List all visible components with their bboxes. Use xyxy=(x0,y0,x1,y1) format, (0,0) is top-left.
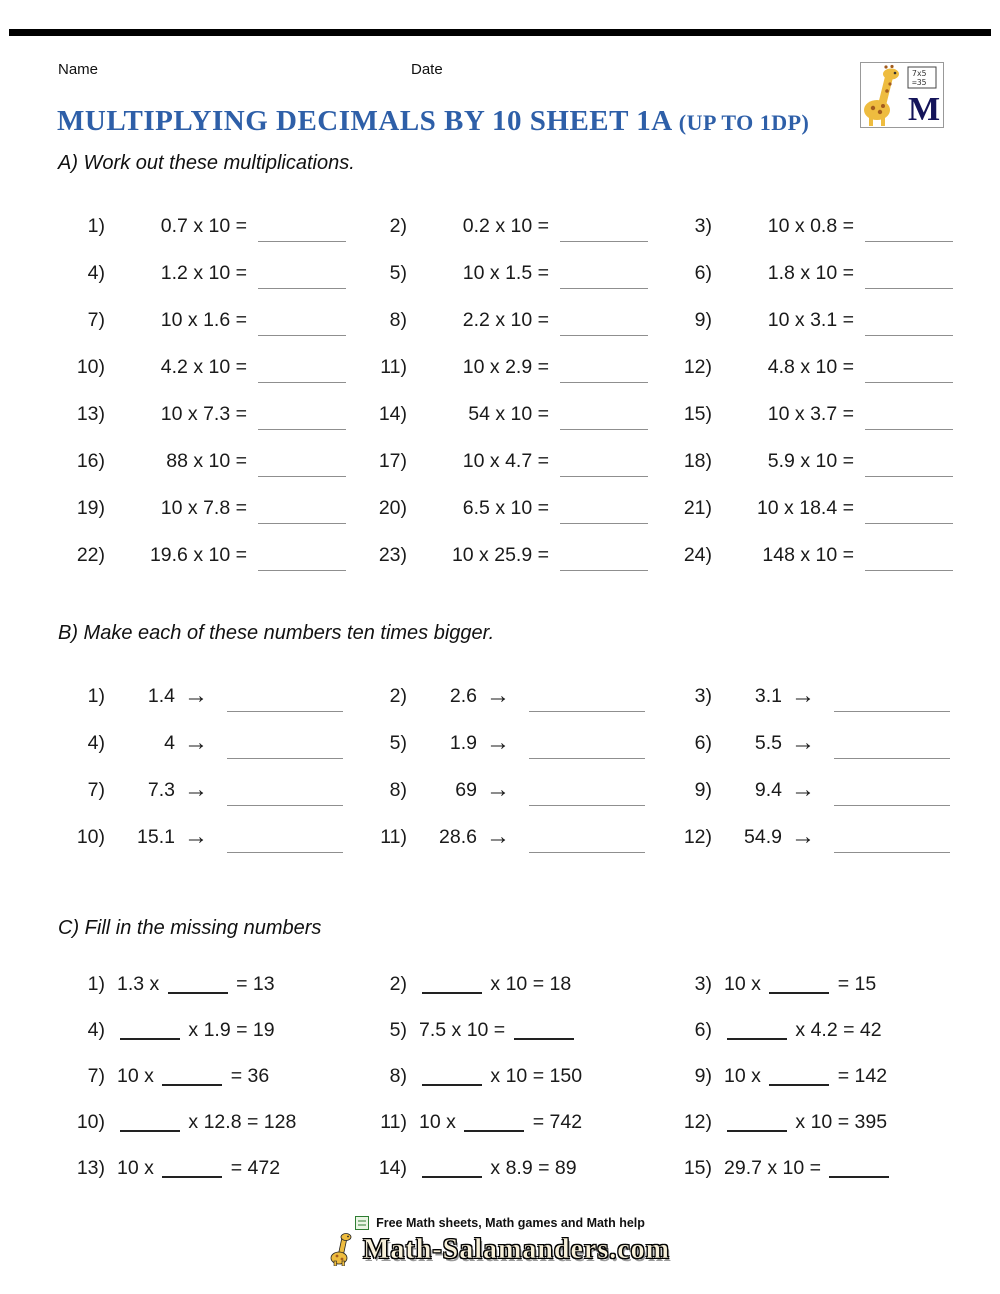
problem-b-5 xyxy=(360,720,665,767)
answer-blank-line xyxy=(834,805,950,806)
problem-number: 9) xyxy=(694,309,712,331)
problem-number: 2) xyxy=(389,685,407,707)
expression-after-blank: = 36 xyxy=(230,1064,270,1087)
problem-number: 13) xyxy=(76,1156,105,1179)
problem-number: 21) xyxy=(683,497,712,519)
problem-expression xyxy=(419,1111,582,1134)
problem-expression xyxy=(117,1111,296,1134)
problem-number: 3) xyxy=(694,685,712,707)
problem-b-10 xyxy=(58,814,360,861)
answer-blank-line xyxy=(560,476,648,477)
problem-expression: 4.2 x 10 = xyxy=(160,356,247,378)
problem-expression: 19.6 x 10 = xyxy=(149,544,247,566)
problem-a-8 xyxy=(360,297,665,344)
problem-value: 3.1 xyxy=(754,685,782,707)
problem-number: 15) xyxy=(683,403,712,425)
missing-number-blank xyxy=(769,1084,829,1086)
section-b-problem-grid xyxy=(58,673,955,861)
problem-number: 15) xyxy=(683,1156,712,1179)
missing-number-blank xyxy=(162,1084,222,1086)
problem-a-20 xyxy=(360,485,665,532)
problem-c-7 xyxy=(58,1053,360,1099)
answer-blank-line xyxy=(227,805,343,806)
footer-site-text: Math-Salamanders.com xyxy=(363,1234,670,1265)
expression-before-blank: 10 x xyxy=(419,1110,456,1133)
problem-expression xyxy=(724,973,876,996)
answer-blank-line xyxy=(529,758,645,759)
answer-blank-line xyxy=(227,711,343,712)
missing-number-blank xyxy=(514,1038,574,1040)
name-label: Name xyxy=(58,61,99,78)
problem-number: 6) xyxy=(694,262,712,284)
problem-value: 69 xyxy=(455,779,477,801)
problem-c-14 xyxy=(360,1145,665,1191)
problem-number: 10) xyxy=(76,826,105,848)
problem-b-6 xyxy=(665,720,955,767)
problem-value: 28.6 xyxy=(439,826,477,848)
worksheet-title-suffix: (UP TO 1DP) xyxy=(678,110,810,135)
problem-number: 5) xyxy=(389,262,407,284)
answer-blank-line xyxy=(865,382,953,383)
problem-value: 4 xyxy=(164,732,175,754)
missing-number-blank xyxy=(162,1176,222,1178)
answer-blank-line xyxy=(560,241,648,242)
missing-number-blank xyxy=(727,1130,787,1132)
answer-blank-line xyxy=(560,523,648,524)
missing-number-blank xyxy=(168,992,228,994)
problem-number: 8) xyxy=(389,779,407,801)
problem-a-2 xyxy=(360,203,665,250)
problem-expression xyxy=(117,973,275,996)
problem-a-23 xyxy=(360,532,665,579)
problem-number: 19) xyxy=(76,497,105,519)
salamanders-logo-icon xyxy=(861,63,943,127)
answer-blank-line xyxy=(258,570,346,571)
problem-b-8 xyxy=(360,767,665,814)
footer-tagline-text: Free Math sheets, Math games and Math help xyxy=(376,1216,645,1230)
problem-expression xyxy=(117,1019,275,1042)
problem-a-18 xyxy=(665,438,955,485)
expression-after-blank: x 10 = 18 xyxy=(490,972,572,995)
problem-number: 9) xyxy=(694,779,712,801)
answer-blank-line xyxy=(560,288,648,289)
missing-number-blank xyxy=(422,1084,482,1086)
missing-number-blank xyxy=(120,1130,180,1132)
expression-after-blank: x 12.8 = 128 xyxy=(188,1110,297,1133)
problem-expression: 10 x 1.5 = xyxy=(462,262,549,284)
problem-b-3 xyxy=(665,673,955,720)
answer-blank-line xyxy=(560,335,648,336)
problem-value: 15.1 xyxy=(137,826,175,848)
expression-before-blank: 29.7 x 10 = xyxy=(724,1156,822,1179)
problem-c-3 xyxy=(665,961,955,1007)
problem-a-4 xyxy=(58,250,360,297)
answer-blank-line xyxy=(834,711,950,712)
answer-blank-line xyxy=(865,476,953,477)
problem-number: 7) xyxy=(87,309,105,331)
expression-after-blank: x 8.9 = 89 xyxy=(490,1156,577,1179)
problem-value: 54.9 xyxy=(744,826,782,848)
expression-after-blank: x 10 = 395 xyxy=(795,1110,888,1133)
problem-value: 1.9 xyxy=(449,732,477,754)
problem-number: 8) xyxy=(389,309,407,331)
problem-number: 7) xyxy=(87,779,105,801)
arrow-right-icon: → xyxy=(184,822,208,850)
problem-c-10 xyxy=(58,1099,360,1145)
problem-a-21 xyxy=(665,485,955,532)
problem-b-12 xyxy=(665,814,955,861)
problem-a-24 xyxy=(665,532,955,579)
answer-blank-line xyxy=(529,852,645,853)
answer-blank-line xyxy=(560,570,648,571)
expression-after-blank: = 142 xyxy=(837,1064,888,1087)
problem-b-4 xyxy=(58,720,360,767)
arrow-right-icon: → xyxy=(791,775,815,803)
problem-c-15 xyxy=(665,1145,955,1191)
problem-a-7 xyxy=(58,297,360,344)
problem-number: 1) xyxy=(87,972,105,995)
problem-expression: 10 x 25.9 = xyxy=(451,544,549,566)
arrow-right-icon: → xyxy=(791,681,815,709)
problem-a-14 xyxy=(360,391,665,438)
missing-number-blank xyxy=(727,1038,787,1040)
section-c-problem-grid xyxy=(58,961,955,1191)
problem-expression: 1.2 x 10 = xyxy=(160,262,247,284)
arrow-right-icon: → xyxy=(791,822,815,850)
problem-b-1 xyxy=(58,673,360,720)
problem-a-22 xyxy=(58,532,360,579)
problem-number: 6) xyxy=(694,1018,712,1041)
arrow-right-icon: → xyxy=(184,681,208,709)
problem-number: 18) xyxy=(683,450,712,472)
problem-expression xyxy=(117,1065,269,1088)
answer-blank-line xyxy=(258,241,346,242)
problem-b-11 xyxy=(360,814,665,861)
problem-expression: 5.9 x 10 = xyxy=(767,450,854,472)
answer-blank-line xyxy=(865,429,953,430)
expression-after-blank: x 10 = 150 xyxy=(490,1064,583,1087)
expression-before-blank: 1.3 x xyxy=(117,972,160,995)
problem-expression: 10 x 7.3 = xyxy=(160,403,247,425)
problem-number: 14) xyxy=(378,1156,407,1179)
problem-number: 1) xyxy=(87,215,105,237)
problem-expression: 2.2 x 10 = xyxy=(462,309,549,331)
footer-site-logo xyxy=(0,1232,1000,1266)
problem-expression: 10 x 18.4 = xyxy=(756,497,854,519)
problem-a-10 xyxy=(58,344,360,391)
problem-expression: 54 x 10 = xyxy=(468,403,549,425)
problem-number: 3) xyxy=(694,972,712,995)
answer-blank-line xyxy=(258,523,346,524)
section-a-problem-grid xyxy=(58,203,955,579)
answer-blank-line xyxy=(529,805,645,806)
answer-blank-line xyxy=(258,476,346,477)
arrow-right-icon: → xyxy=(486,822,510,850)
problem-a-17 xyxy=(360,438,665,485)
missing-number-blank xyxy=(464,1130,524,1132)
answer-blank-line xyxy=(227,852,343,853)
problem-number: 4) xyxy=(87,732,105,754)
problem-number: 22) xyxy=(76,544,105,566)
problem-c-6 xyxy=(665,1007,955,1053)
problem-number: 12) xyxy=(683,1110,712,1133)
problem-a-12 xyxy=(665,344,955,391)
problem-expression: 148 x 10 = xyxy=(762,544,854,566)
problem-expression xyxy=(419,1019,577,1042)
problem-number: 20) xyxy=(378,497,407,519)
missing-number-blank xyxy=(422,992,482,994)
problem-number: 11) xyxy=(380,1110,407,1133)
problem-a-19 xyxy=(58,485,360,532)
problem-b-9 xyxy=(665,767,955,814)
answer-blank-line xyxy=(258,335,346,336)
problem-number: 8) xyxy=(389,1064,407,1087)
problem-a-3 xyxy=(665,203,955,250)
problem-number: 1) xyxy=(87,685,105,707)
problem-number: 12) xyxy=(683,356,712,378)
logo-board-line2: =35 xyxy=(912,78,927,87)
problem-expression: 6.5 x 10 = xyxy=(462,497,549,519)
answer-blank-line xyxy=(834,758,950,759)
problem-c-12 xyxy=(665,1099,955,1145)
problem-value: 1.4 xyxy=(147,685,175,707)
footer-tagline xyxy=(0,1216,1000,1230)
problem-expression: 0.7 x 10 = xyxy=(160,215,247,237)
expression-before-blank: 10 x xyxy=(724,972,761,995)
answer-blank-line xyxy=(258,288,346,289)
problem-expression xyxy=(117,1157,280,1180)
brand-logo xyxy=(860,62,944,128)
arrow-right-icon: → xyxy=(791,728,815,756)
problem-number: 11) xyxy=(380,356,407,378)
worksheet-title xyxy=(57,105,809,138)
missing-number-blank xyxy=(120,1038,180,1040)
problem-number: 23) xyxy=(378,544,407,566)
logo-board-line1: 7x5 xyxy=(912,69,927,78)
expression-after-blank: = 13 xyxy=(236,972,275,995)
problem-c-2 xyxy=(360,961,665,1007)
problem-a-9 xyxy=(665,297,955,344)
answer-blank-line xyxy=(258,429,346,430)
problem-expression: 10 x 4.7 = xyxy=(462,450,549,472)
expression-after-blank: x 4.2 = 42 xyxy=(795,1018,882,1041)
problem-number: 9) xyxy=(694,1064,712,1087)
problem-expression: 10 x 7.8 = xyxy=(160,497,247,519)
arrow-right-icon: → xyxy=(486,728,510,756)
problem-number: 6) xyxy=(694,732,712,754)
answer-blank-line xyxy=(865,335,953,336)
problem-expression: 0.2 x 10 = xyxy=(462,215,549,237)
expression-after-blank: = 742 xyxy=(532,1110,583,1133)
problem-c-11 xyxy=(360,1099,665,1145)
mini-board-icon xyxy=(355,1216,369,1230)
problem-a-15 xyxy=(665,391,955,438)
problem-a-13 xyxy=(58,391,360,438)
problem-a-11 xyxy=(360,344,665,391)
expression-after-blank: = 472 xyxy=(230,1156,281,1179)
answer-blank-line xyxy=(865,241,953,242)
missing-number-blank xyxy=(829,1176,889,1178)
problem-number: 4) xyxy=(87,1018,105,1041)
problem-number: 5) xyxy=(389,1018,407,1041)
answer-blank-line xyxy=(834,852,950,853)
problem-expression xyxy=(724,1111,887,1134)
section-b-instruction: B) Make each of these numbers ten times bigger. xyxy=(58,622,495,644)
problem-c-8 xyxy=(360,1053,665,1099)
problem-c-9 xyxy=(665,1053,955,1099)
problem-expression: 10 x 3.1 = xyxy=(767,309,854,331)
expression-after-blank: = 15 xyxy=(837,972,877,995)
problem-expression: 10 x 3.7 = xyxy=(767,403,854,425)
problem-a-1 xyxy=(58,203,360,250)
section-a-instruction: A) Work out these multiplications. xyxy=(58,152,355,174)
problem-number: 10) xyxy=(76,1110,105,1133)
arrow-right-icon: → xyxy=(486,681,510,709)
problem-expression: 10 x 1.6 = xyxy=(160,309,247,331)
problem-number: 24) xyxy=(683,544,712,566)
problem-c-4 xyxy=(58,1007,360,1053)
problem-value: 5.5 xyxy=(754,732,782,754)
problem-expression: 1.8 x 10 = xyxy=(767,262,854,284)
answer-blank-line xyxy=(529,711,645,712)
problem-expression: 10 x 2.9 = xyxy=(462,356,549,378)
expression-after-blank: x 1.9 = 19 xyxy=(188,1018,275,1041)
problem-number: 2) xyxy=(389,972,407,995)
expression-before-blank: 7.5 x 10 = xyxy=(419,1018,506,1041)
answer-blank-line xyxy=(258,382,346,383)
problem-expression xyxy=(419,1157,577,1180)
problem-c-13 xyxy=(58,1145,360,1191)
arrow-right-icon: → xyxy=(486,775,510,803)
problem-number: 10) xyxy=(76,356,105,378)
problem-number: 12) xyxy=(683,826,712,848)
problem-expression xyxy=(419,973,571,996)
section-c-instruction: C) Fill in the missing numbers xyxy=(58,917,322,939)
problem-a-5 xyxy=(360,250,665,297)
problem-number: 17) xyxy=(378,450,407,472)
logo-letter-m: M xyxy=(908,91,941,127)
worksheet-title-main: MULTIPLYING DECIMALS BY 10 SHEET 1A xyxy=(57,105,672,137)
missing-number-blank xyxy=(422,1176,482,1178)
problem-number: 14) xyxy=(378,403,407,425)
problem-expression xyxy=(724,1019,882,1042)
answer-blank-line xyxy=(865,288,953,289)
problem-b-7 xyxy=(58,767,360,814)
expression-before-blank: 10 x xyxy=(724,1064,761,1087)
problem-expression: 10 x 0.8 = xyxy=(767,215,854,237)
problem-value: 7.3 xyxy=(147,779,175,801)
arrow-right-icon: → xyxy=(184,728,208,756)
problem-number: 5) xyxy=(389,732,407,754)
answer-blank-line xyxy=(865,523,953,524)
footer-giraffe-icon xyxy=(330,1232,360,1266)
problem-a-16 xyxy=(58,438,360,485)
answer-blank-line xyxy=(865,570,953,571)
problem-expression: 88 x 10 = xyxy=(166,450,247,472)
expression-before-blank: 10 x xyxy=(117,1064,154,1087)
problem-c-1 xyxy=(58,961,360,1007)
problem-c-5 xyxy=(360,1007,665,1053)
missing-number-blank xyxy=(769,992,829,994)
problem-value: 9.4 xyxy=(754,779,782,801)
problem-expression xyxy=(724,1157,892,1180)
problem-expression: 4.8 x 10 = xyxy=(767,356,854,378)
expression-before-blank: 10 x xyxy=(117,1156,154,1179)
problem-value: 2.6 xyxy=(449,685,477,707)
problem-number: 2) xyxy=(389,215,407,237)
problem-b-2 xyxy=(360,673,665,720)
problem-number: 13) xyxy=(76,403,105,425)
problem-number: 16) xyxy=(76,450,105,472)
answer-blank-line xyxy=(227,758,343,759)
top-border-rule xyxy=(9,29,991,36)
date-label: Date xyxy=(411,61,443,78)
problem-number: 3) xyxy=(694,215,712,237)
answer-blank-line xyxy=(560,382,648,383)
problem-expression xyxy=(419,1065,582,1088)
answer-blank-line xyxy=(560,429,648,430)
problem-expression xyxy=(724,1065,887,1088)
problem-number: 4) xyxy=(87,262,105,284)
arrow-right-icon: → xyxy=(184,775,208,803)
problem-number: 11) xyxy=(380,826,407,848)
problem-a-6 xyxy=(665,250,955,297)
problem-number: 7) xyxy=(87,1064,105,1087)
